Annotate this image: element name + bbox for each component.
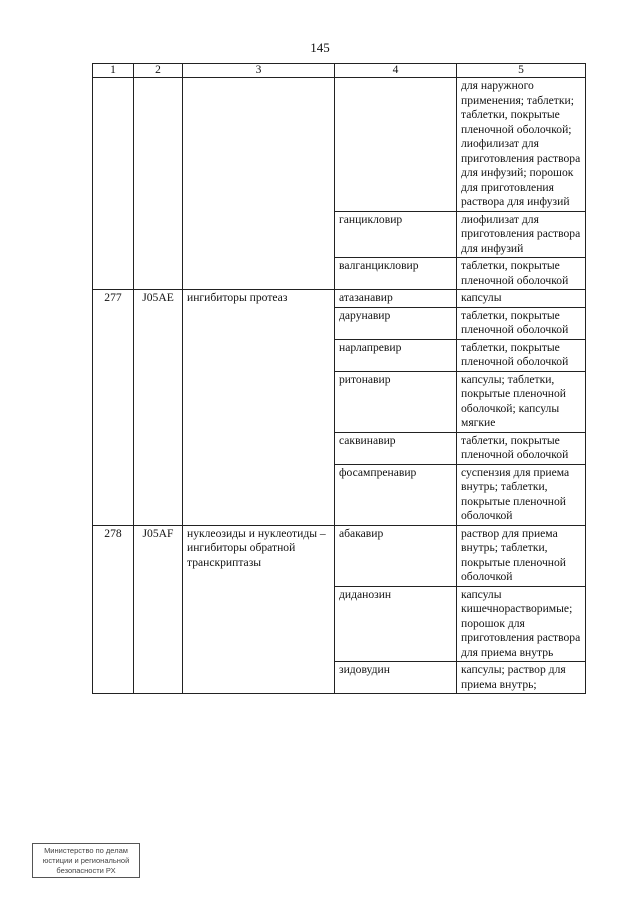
substance-cell: саквинавир [335, 432, 457, 464]
forms-cell: таблетки, покрытые пленочной оболочкой [457, 339, 586, 371]
forms-cell: для наружного применения; таблетки; таблетки, покрытые пленочной оболочкой; лиофилизат для приготовления раствора для инфузий; порошок для приготовления раствора для инфузий [457, 78, 586, 212]
header-col-1: 1 [93, 64, 134, 78]
stamp-line: безопасности РХ [56, 866, 116, 875]
forms-cell: таблетки, покрытые пленочной оболочкой [457, 307, 586, 339]
substance-cell: атазанавир [335, 290, 457, 308]
substance-cell: диданозин [335, 586, 457, 662]
table-row [93, 290, 586, 308]
substance-cell: валганцикловир [335, 258, 457, 290]
forms-cell: лиофилизат для приготовления раствора для инфузий [457, 211, 586, 258]
substance-cell: зидовудин [335, 662, 457, 694]
header-col-3: 3 [183, 64, 335, 78]
group-number: 278 [93, 525, 134, 694]
substance-cell: ритонавир [335, 371, 457, 432]
stamp-line: юстиции и региональной [42, 856, 130, 865]
header-col-5: 5 [457, 64, 586, 78]
substance-cell: абакавир [335, 525, 457, 586]
group-name-cell [183, 78, 335, 290]
forms-cell: раствор для приема внутрь; таблетки, покрытые пленочной оболочкой [457, 525, 586, 586]
substance-cell [335, 78, 457, 212]
atc-code: J05AE [134, 290, 183, 526]
page-number: 145 [310, 40, 330, 55]
header-row [93, 64, 586, 78]
group-name: ингибиторы протеаз [183, 290, 335, 526]
atc-code: J05AF [134, 525, 183, 694]
forms-cell: капсулы [457, 290, 586, 308]
num-cell [93, 78, 134, 290]
forms-cell: капсулы; таблетки, покрытые пленочной оболочкой; капсулы мягкие [457, 371, 586, 432]
substance-cell: фосампренавир [335, 464, 457, 525]
substance-cell: нарлапревир [335, 339, 457, 371]
stamp-line: Министерство по делам [44, 846, 128, 855]
table-row [93, 525, 586, 586]
table-row [93, 78, 586, 212]
drug-table [92, 63, 586, 694]
forms-cell: таблетки, покрытые пленочной оболочкой [457, 432, 586, 464]
forms-cell: суспензия для приема внутрь; таблетки, покрытые пленочной оболочкой [457, 464, 586, 525]
substance-cell: дарунавир [335, 307, 457, 339]
forms-cell: таблетки, покрытые пленочной оболочкой [457, 258, 586, 290]
code-cell [134, 78, 183, 290]
group-number: 277 [93, 290, 134, 526]
substance-cell: ганцикловир [335, 211, 457, 258]
forms-cell: капсулы кишечнорастворимые; порошок для приготовления раствора для приема внутрь [457, 586, 586, 662]
ministry-stamp [32, 843, 140, 878]
forms-cell: капсулы; раствор для приема внутрь; [457, 662, 586, 694]
header-col-4: 4 [335, 64, 457, 78]
group-name: нуклеозиды и нуклеотиды – ингибиторы обратной транскриптазы [183, 525, 335, 694]
header-col-2: 2 [134, 64, 183, 78]
